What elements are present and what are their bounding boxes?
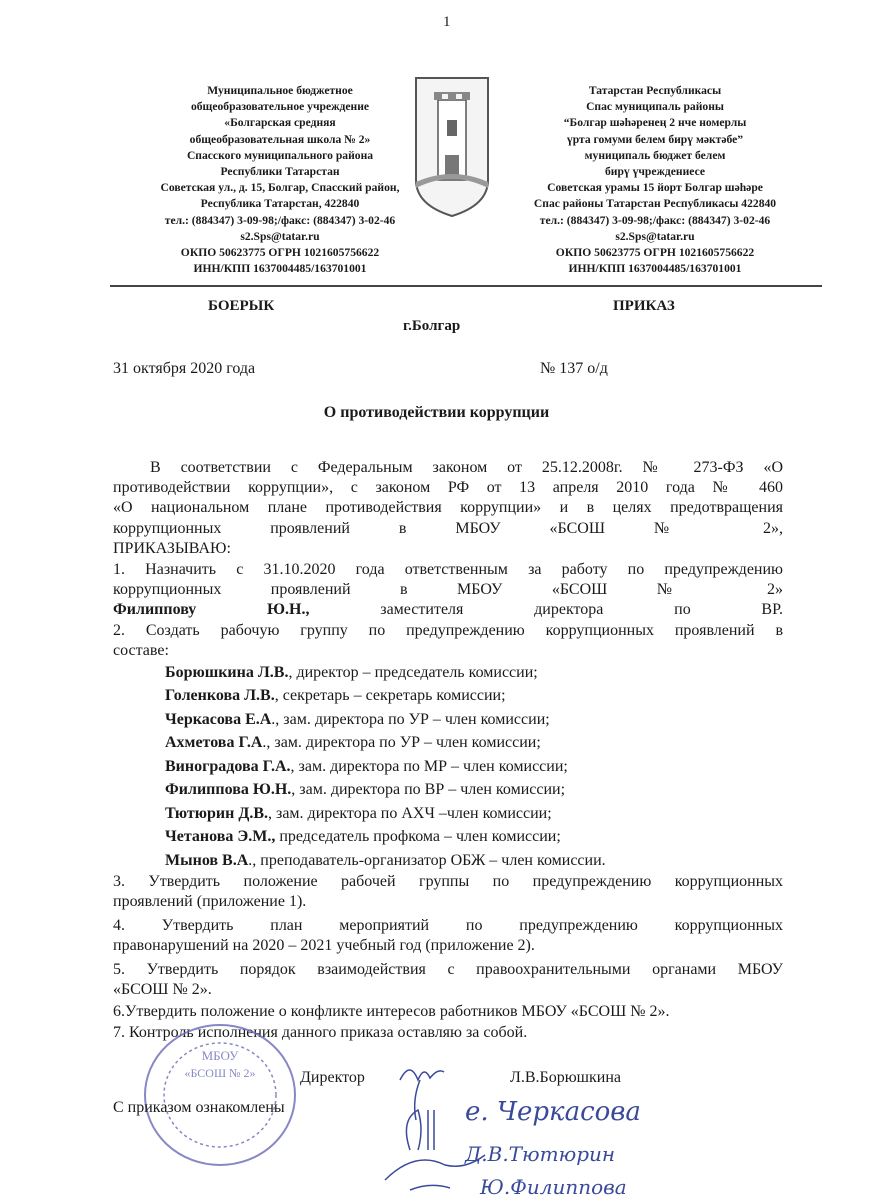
member-item	[165, 733, 541, 753]
signature-mark	[406, 1110, 434, 1150]
member-name: Ахметова Г.А	[165, 734, 263, 751]
member-role: ., преподаватель-организатор ОБЖ – член комиссии.	[248, 852, 606, 869]
header-left-line: ОКПО 50623775 ОГРН 1021605756622	[180, 245, 380, 259]
member-name: Мынов В.А	[165, 852, 249, 869]
member-item	[165, 757, 568, 777]
member-role: председатель профкома – член комиссии;	[275, 828, 561, 845]
member-item	[165, 663, 538, 683]
item4-line: правонарушений на 2020 – 2021 учебный год (приложение 2).	[113, 937, 535, 954]
member-name: Виноградова Г.А.	[165, 758, 291, 775]
item7-line: 7. Контроль исполнения данного приказа оставляю за собой.	[113, 1024, 528, 1041]
doc-type-tatar: БОЕРЫК	[208, 298, 275, 314]
member-item	[165, 686, 506, 706]
signature-name: Л.В.Борюшкина	[510, 1069, 621, 1086]
header-right-line: Советская урамы 15 йорт Болгар шәһәре	[547, 181, 763, 195]
member-role: , секретарь – секретарь комиссии;	[274, 687, 506, 704]
member-item	[165, 804, 552, 824]
item5-line: 5. Утвердить порядок взаимодействия с правоохранительными органами МБОУ	[113, 961, 783, 978]
header-right-line: ОКПО 50623775 ОГРН 1021605756622	[555, 245, 755, 259]
handwritten-name: Д.В.Тютюрин	[465, 1142, 616, 1166]
header-left-line: общеобразовательное учреждение	[190, 100, 370, 114]
stamp-text: МБОУ	[201, 1048, 239, 1063]
header-right-line: тел.: (884347) 3-09-98;/факс: (884347) 3-02-46	[539, 213, 771, 227]
header-right-line: Спас муниципаль районы	[586, 100, 724, 114]
preamble-line: ПРИКАЗЫВАЮ:	[113, 540, 231, 557]
doc-type-russian: ПРИКАЗ	[613, 298, 675, 314]
header-left-line: Муниципальное бюджетное	[207, 84, 353, 97]
member-name: Тютюрин Д.В.	[165, 805, 268, 822]
order-date: 31 октября 2020 года	[113, 360, 256, 377]
member-role: , зам. директора по ВР – член комиссии;	[291, 781, 566, 798]
header-left-line: Спасского муниципального района	[186, 148, 374, 162]
header-left-line: s2.Sps@tatar.ru	[240, 229, 320, 243]
item2-line: составе:	[113, 642, 169, 659]
item1-line: коррупционных проявлений в МБОУ «БСОШ № 2»	[113, 581, 783, 598]
item5-line: «БСОШ № 2».	[113, 981, 212, 998]
header-left	[140, 83, 420, 277]
signature-position: Директор	[300, 1069, 365, 1086]
order-number: № 137 о/д	[540, 360, 608, 377]
handwritten-name: Ю.Филиппова	[480, 1175, 627, 1199]
header-right-line: үрта гомуми белем бирү мәктәбе”	[566, 132, 744, 146]
member-role: , директор – председатель комиссии;	[288, 664, 538, 681]
coat-of-arms-emblem	[412, 70, 492, 218]
header-divider	[110, 285, 822, 287]
header-right-line: Татарстан Республикасы	[588, 84, 722, 97]
header-right	[490, 83, 820, 277]
order-title: О противодействии коррупции	[323, 404, 550, 421]
member-item	[165, 827, 561, 847]
page-number: 1	[443, 14, 451, 30]
header-left-line: тел.: (884347) 3-09-98;/факс: (884347) 3-02-46	[164, 213, 396, 227]
header-right-line: ИНН/КПП 1637004485/163701001	[568, 262, 742, 276]
item1-line: 1. Назначить с 31.10.2020 года ответственным за работу по предупреждению	[113, 561, 783, 578]
header-left-line: Республики Татарстан	[220, 164, 340, 178]
item6-line: 6.Утвердить положение о конфликте интересов работников МБОУ «БСОШ № 2».	[113, 1003, 670, 1020]
member-item	[165, 710, 550, 730]
item4-line: 4. Утвердить план мероприятий по предупреждению коррупционных	[113, 917, 783, 934]
header-right-line: s2.Sps@tatar.ru	[615, 229, 695, 243]
responsible-name: Филиппову Ю.Н.,	[113, 601, 310, 618]
director-signature	[400, 1070, 444, 1120]
member-role: , зам. директора по МР – член комиссии;	[290, 758, 568, 775]
member-item	[165, 851, 606, 871]
header-right-line: “Болгар шәһәренең 2 нче номерлы	[563, 116, 747, 130]
member-name: Борюшкина Л.В.	[165, 664, 289, 681]
member-role: , зам. директора по АХЧ –член комиссии;	[268, 805, 552, 822]
member-role: ., зам. директора по УР – член комиссии;	[262, 734, 541, 751]
preamble-line: противодействии коррупции», с законом РФ от 13 апреля 2010 года № 460	[113, 479, 783, 496]
acknowledged-label: С приказом ознакомлены	[113, 1099, 285, 1116]
header-right-line: муниципаль бюджет белем	[584, 148, 726, 162]
school-stamp	[140, 1020, 300, 1170]
item3-line: 3. Утвердить положение рабочей группы по предупреждению коррупционных	[113, 873, 783, 890]
member-name: Черкасова Е.А	[165, 711, 272, 728]
header-left-line: Республика Татарстан, 422840	[200, 197, 360, 211]
stamp-text: «БСОШ № 2»	[184, 1066, 256, 1080]
header-left-line: общеобразовательная школа № 2»	[189, 132, 371, 146]
responsible-position: заместителя директора по ВР.	[380, 601, 784, 618]
city: г.Болгар	[403, 318, 461, 334]
member-name: Четанова Э.М.,	[165, 828, 276, 845]
item2-line: 2. Создать рабочую группу по предупреждению коррупционных проявлений в	[113, 622, 783, 639]
header-left-line: «Болгарская средняя	[224, 116, 336, 130]
member-name: Филиппова Ю.Н.	[165, 781, 292, 798]
header-left-line: ИНН/КПП 1637004485/163701001	[193, 262, 367, 276]
preamble-line: «О национальном плане противодействия коррупции» и в целях предотвращения	[113, 499, 783, 516]
header-right-line: бирү үчреждениесе	[604, 164, 706, 178]
handwritten-name: е. Черкасова	[465, 1097, 641, 1127]
item1-person	[113, 600, 783, 620]
header-left-line: Советская ул., д. 15, Болгар, Спасский район,	[160, 181, 400, 195]
member-name: Голенкова Л.В.	[165, 687, 275, 704]
member-role: ., зам. директора по УР – член комиссии;	[271, 711, 550, 728]
handwritten-signatures	[370, 1040, 730, 1200]
header-right-line: Спас районы Татарстан Республикасы 422840	[533, 197, 777, 211]
item3-line: проявлений (приложение 1).	[113, 893, 307, 910]
preamble-line: В соответствии с Федеральным законом от 25.12.2008г. № 273-ФЗ «О	[150, 459, 783, 476]
member-item	[165, 780, 565, 800]
preamble-line: коррупционных проявлений в МБОУ «БСОШ № 2»,	[113, 520, 783, 537]
